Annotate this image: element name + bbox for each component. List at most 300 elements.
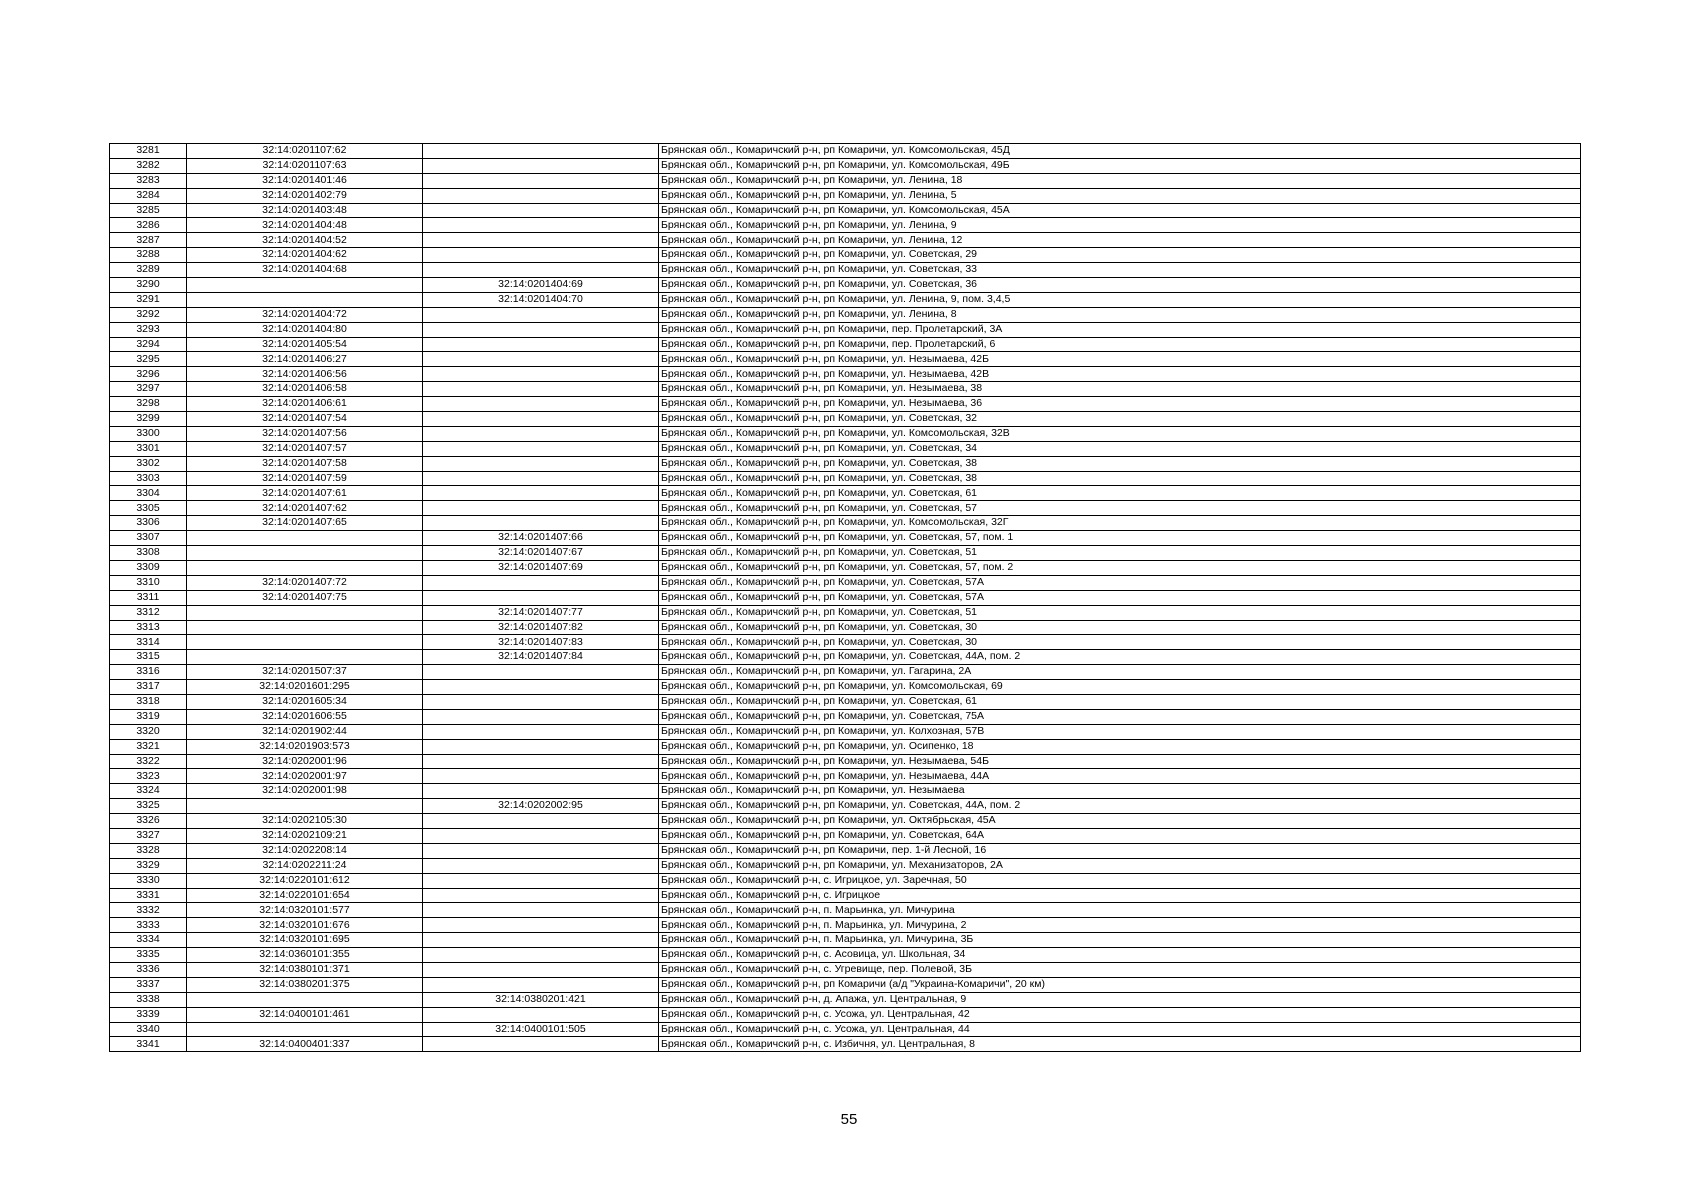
row-number-cell: 3313	[110, 620, 187, 635]
address-cell: Брянская обл., Комаричский р-н, рп Комаричи, ул. Советская, 44А, пом. 2	[659, 799, 1581, 814]
table-row	[110, 546, 1581, 561]
cadastral-number-cell: 32:14:0201402:79	[187, 188, 423, 203]
row-number-cell: 3298	[110, 397, 187, 412]
table-row	[110, 322, 1581, 337]
cadastral-number-cell: 32:14:0201407:75	[187, 590, 423, 605]
address-cell: Брянская обл., Комаричский р-н, рп Комаричи, ул. Комсомольская, 32Г	[659, 516, 1581, 531]
cadastral-number-alt-cell	[423, 918, 659, 933]
address-cell: Брянская обл., Комаричский р-н, рп Комаричи, ул. Советская, 57, пом. 1	[659, 531, 1581, 546]
cadastral-number-cell	[187, 1022, 423, 1037]
row-number-cell: 3324	[110, 784, 187, 799]
table-row	[110, 694, 1581, 709]
address-cell: Брянская обл., Комаричский р-н, с. Асовица, ул. Школьная, 34	[659, 948, 1581, 963]
cadastral-number-alt-cell	[423, 665, 659, 680]
row-number-cell: 3328	[110, 843, 187, 858]
table-row	[110, 397, 1581, 412]
address-cell: Брянская обл., Комаричский р-н, рп Комаричи, ул. Советская, 51	[659, 546, 1581, 561]
address-cell: Брянская обл., Комаричский р-н, рп Комаричи, ул. Советская, 61	[659, 694, 1581, 709]
cadastral-number-cell: 32:14:0202211:24	[187, 858, 423, 873]
cadastral-number-cell: 32:14:0201406:58	[187, 382, 423, 397]
cadastral-number-alt-cell	[423, 337, 659, 352]
table-row	[110, 590, 1581, 605]
cadastral-number-alt-cell	[423, 739, 659, 754]
table-row	[110, 426, 1581, 441]
row-number-cell: 3317	[110, 680, 187, 695]
row-number-cell: 3339	[110, 1007, 187, 1022]
address-cell: Брянская обл., Комаричский р-н, рп Комаричи, ул. Комсомольская, 45А	[659, 203, 1581, 218]
address-cell: Брянская обл., Комаричский р-н, рп Комаричи, ул. Советская, 36	[659, 278, 1581, 293]
page-number: 55	[840, 1111, 858, 1128]
cadastral-number-cell: 32:14:0201406:61	[187, 397, 423, 412]
table-row	[110, 814, 1581, 829]
address-cell: Брянская обл., Комаричский р-н, рп Комаричи, пер. Пролетарский, 6	[659, 337, 1581, 352]
address-cell: Брянская обл., Комаричский р-н, рп Комаричи, ул. Советская, 57, пом. 2	[659, 560, 1581, 575]
cadastral-number-cell: 32:14:0220101:612	[187, 873, 423, 888]
cadastral-number-alt-cell	[423, 858, 659, 873]
cadastral-number-alt-cell: 32:14:0201407:83	[423, 635, 659, 650]
cadastral-number-alt-cell	[423, 501, 659, 516]
cadastral-number-alt-cell: 32:14:0201407:77	[423, 605, 659, 620]
table-row	[110, 173, 1581, 188]
cadastral-number-cell: 32:14:0201404:52	[187, 233, 423, 248]
cadastral-number-alt-cell: 32:14:0201407:66	[423, 531, 659, 546]
cadastral-number-cell: 32:14:0201107:62	[187, 144, 423, 159]
address-cell: Брянская обл., Комаричский р-н, рп Комаричи, ул. Механизаторов, 2А	[659, 858, 1581, 873]
cadastral-number-cell	[187, 635, 423, 650]
row-number-cell: 3283	[110, 173, 187, 188]
row-number-cell: 3310	[110, 575, 187, 590]
row-number-cell: 3315	[110, 650, 187, 665]
cadastral-number-cell: 32:14:0201407:61	[187, 486, 423, 501]
cadastral-number-cell	[187, 292, 423, 307]
cadastral-number-alt-cell	[423, 307, 659, 322]
cadastral-number-cell: 32:14:0202001:96	[187, 754, 423, 769]
cadastral-number-cell: 32:14:0380101:371	[187, 962, 423, 977]
table-row	[110, 962, 1581, 977]
table-row	[110, 992, 1581, 1007]
cadastral-number-alt-cell	[423, 694, 659, 709]
cadastral-number-alt-cell	[423, 709, 659, 724]
address-cell: Брянская обл., Комаричский р-н, с. Усожа, ул. Центральная, 44	[659, 1022, 1581, 1037]
address-cell: Брянская обл., Комаричский р-н, рп Комаричи, ул. Колхозная, 57В	[659, 724, 1581, 739]
cadastral-number-alt-cell: 32:14:0201407:82	[423, 620, 659, 635]
address-cell: Брянская обл., Комаричский р-н, рп Комаричи (а/д "Украина-Комаричи", 20 км)	[659, 977, 1581, 992]
row-number-cell: 3309	[110, 560, 187, 575]
address-cell: Брянская обл., Комаричский р-н, рп Комаричи, ул. Советская, 57А	[659, 590, 1581, 605]
row-number-cell: 3330	[110, 873, 187, 888]
cadastral-number-alt-cell	[423, 903, 659, 918]
cadastral-number-cell: 32:14:0202001:97	[187, 769, 423, 784]
row-number-cell: 3285	[110, 203, 187, 218]
cadastral-number-alt-cell	[423, 412, 659, 427]
table-row	[110, 471, 1581, 486]
cadastral-number-alt-cell	[423, 784, 659, 799]
address-cell: Брянская обл., Комаричский р-н, рп Комаричи, ул. Ленина, 9	[659, 218, 1581, 233]
row-number-cell: 3318	[110, 694, 187, 709]
table-row	[110, 412, 1581, 427]
table-row	[110, 203, 1581, 218]
cadastral-number-cell: 32:14:0201903:573	[187, 739, 423, 754]
row-number-cell: 3301	[110, 441, 187, 456]
address-cell: Брянская обл., Комаричский р-н, п. Марьинка, ул. Мичурина, 2	[659, 918, 1581, 933]
cadastral-number-cell: 32:14:0201407:59	[187, 471, 423, 486]
row-number-cell: 3291	[110, 292, 187, 307]
table-row	[110, 367, 1581, 382]
row-number-cell: 3341	[110, 1037, 187, 1052]
address-cell: Брянская обл., Комаричский р-н, рп Комаричи, ул. Советская, 38	[659, 471, 1581, 486]
cadastral-number-cell: 32:14:0202208:14	[187, 843, 423, 858]
address-cell: Брянская обл., Комаричский р-н, рп Комаричи, ул. Советская, 61	[659, 486, 1581, 501]
address-cell: Брянская обл., Комаричский р-н, рп Комаричи, ул. Советская, 51	[659, 605, 1581, 620]
address-cell: Брянская обл., Комаричский р-н, рп Комаричи, ул. Ленина, 9, пом. 3,4,5	[659, 292, 1581, 307]
row-number-cell: 3300	[110, 426, 187, 441]
address-cell: Брянская обл., Комаричский р-н, п. Марьинка, ул. Мичурина, 3Б	[659, 933, 1581, 948]
table-row	[110, 278, 1581, 293]
table-row	[110, 918, 1581, 933]
cadastral-number-alt-cell: 32:14:0201404:70	[423, 292, 659, 307]
row-number-cell: 3322	[110, 754, 187, 769]
cadastral-number-alt-cell	[423, 977, 659, 992]
cadastral-number-alt-cell	[423, 888, 659, 903]
cadastral-number-alt-cell	[423, 441, 659, 456]
row-number-cell: 3288	[110, 248, 187, 263]
cadastral-number-alt-cell	[423, 948, 659, 963]
table-row	[110, 724, 1581, 739]
cadastral-number-cell: 32:14:0320101:676	[187, 918, 423, 933]
address-cell: Брянская обл., Комаричский р-н, рп Комаричи, пер. 1-й Лесной, 16	[659, 843, 1581, 858]
address-cell: Брянская обл., Комаричский р-н, рп Комаричи, ул. Советская, 34	[659, 441, 1581, 456]
cadastral-number-cell	[187, 278, 423, 293]
cadastral-number-cell: 32:14:0201406:56	[187, 367, 423, 382]
table-row	[110, 620, 1581, 635]
row-number-cell: 3299	[110, 412, 187, 427]
cadastral-number-alt-cell: 32:14:0380201:421	[423, 992, 659, 1007]
cadastral-number-cell	[187, 992, 423, 1007]
row-number-cell: 3332	[110, 903, 187, 918]
row-number-cell: 3302	[110, 456, 187, 471]
address-cell: Брянская обл., Комаричский р-н, рп Комаричи, ул. Советская, 64А	[659, 828, 1581, 843]
cadastral-number-cell	[187, 531, 423, 546]
row-number-cell: 3323	[110, 769, 187, 784]
address-cell: Брянская обл., Комаричский р-н, рп Комаричи, ул. Незымаева, 42Б	[659, 352, 1581, 367]
table-row	[110, 769, 1581, 784]
table-row	[110, 799, 1581, 814]
address-cell: Брянская обл., Комаричский р-н, рп Комаричи, ул. Осипенко, 18	[659, 739, 1581, 754]
cadastral-number-cell	[187, 799, 423, 814]
row-number-cell: 3306	[110, 516, 187, 531]
cadastral-number-cell: 32:14:0201404:48	[187, 218, 423, 233]
table-row	[110, 516, 1581, 531]
cadastral-number-cell: 32:14:0202109:21	[187, 828, 423, 843]
cadastral-number-alt-cell	[423, 680, 659, 695]
address-cell: Брянская обл., Комаричский р-н, рп Комаричи, ул. Октябрьская, 45А	[659, 814, 1581, 829]
address-cell: Брянская обл., Комаричский р-н, рп Комаричи, ул. Советская, 30	[659, 635, 1581, 650]
address-cell: Брянская обл., Комаричский р-н, с. Усожа, ул. Центральная, 42	[659, 1007, 1581, 1022]
cadastral-number-cell: 32:14:0201405:54	[187, 337, 423, 352]
address-cell: Брянская обл., Комаричский р-н, рп Комаричи, ул. Комсомольская, 45Д	[659, 144, 1581, 159]
address-cell: Брянская обл., Комаричский р-н, рп Комаричи, ул. Советская, 29	[659, 248, 1581, 263]
table-row	[110, 382, 1581, 397]
address-cell: Брянская обл., Комаричский р-н, рп Комаричи, ул. Незымаева, 42В	[659, 367, 1581, 382]
cadastral-number-alt-cell	[423, 1037, 659, 1052]
table-row	[110, 888, 1581, 903]
table-row	[110, 352, 1581, 367]
registry-table-body	[110, 144, 1581, 1052]
row-number-cell: 3331	[110, 888, 187, 903]
row-number-cell: 3286	[110, 218, 187, 233]
cadastral-number-cell: 32:14:0201401:46	[187, 173, 423, 188]
cadastral-number-alt-cell	[423, 516, 659, 531]
row-number-cell: 3295	[110, 352, 187, 367]
row-number-cell: 3337	[110, 977, 187, 992]
table-row	[110, 903, 1581, 918]
table-row	[110, 441, 1581, 456]
table-row	[110, 784, 1581, 799]
table-row	[110, 575, 1581, 590]
row-number-cell: 3305	[110, 501, 187, 516]
cadastral-number-alt-cell	[423, 233, 659, 248]
table-row	[110, 1007, 1581, 1022]
cadastral-number-alt-cell	[423, 590, 659, 605]
address-cell: Брянская обл., Комаричский р-н, рп Комаричи, ул. Ленина, 8	[659, 307, 1581, 322]
cadastral-number-alt-cell	[423, 248, 659, 263]
row-number-cell: 3312	[110, 605, 187, 620]
cadastral-number-cell	[187, 650, 423, 665]
cadastral-number-alt-cell	[423, 933, 659, 948]
address-cell: Брянская обл., Комаричский р-н, рп Комаричи, ул. Комсомольская, 32В	[659, 426, 1581, 441]
cadastral-number-cell: 32:14:0201403:48	[187, 203, 423, 218]
address-cell: Брянская обл., Комаричский р-н, рп Комаричи, ул. Советская, 57А	[659, 575, 1581, 590]
cadastral-number-alt-cell	[423, 397, 659, 412]
row-number-cell: 3290	[110, 278, 187, 293]
cadastral-number-cell: 32:14:0400401:337	[187, 1037, 423, 1052]
cadastral-number-alt-cell: 32:14:0201407:69	[423, 560, 659, 575]
address-cell: Брянская обл., Комаричский р-н, рп Комаричи, пер. Пролетарский, 3А	[659, 322, 1581, 337]
cadastral-number-cell: 32:14:0201404:80	[187, 322, 423, 337]
cadastral-number-cell: 32:14:0380201:375	[187, 977, 423, 992]
table-row	[110, 486, 1581, 501]
row-number-cell: 3287	[110, 233, 187, 248]
address-cell: Брянская обл., Комаричский р-н, рп Комаричи, ул. Советская, 75А	[659, 709, 1581, 724]
cadastral-number-cell: 32:14:0202001:98	[187, 784, 423, 799]
table-row	[110, 873, 1581, 888]
row-number-cell: 3340	[110, 1022, 187, 1037]
address-cell: Брянская обл., Комаричский р-н, рп Комаричи, ул. Комсомольская, 49Б	[659, 158, 1581, 173]
table-row	[110, 933, 1581, 948]
row-number-cell: 3333	[110, 918, 187, 933]
cadastral-number-alt-cell	[423, 426, 659, 441]
address-cell: Брянская обл., Комаричский р-н, рп Комаричи, ул. Незымаева, 54Б	[659, 754, 1581, 769]
address-cell: Брянская обл., Комаричский р-н, рп Комаричи, ул. Советская, 57	[659, 501, 1581, 516]
address-cell: Брянская обл., Комаричский р-н, рп Комаричи, ул. Гагарина, 2А	[659, 665, 1581, 680]
cadastral-number-alt-cell	[423, 814, 659, 829]
cadastral-number-alt-cell	[423, 456, 659, 471]
table-row	[110, 158, 1581, 173]
cadastral-number-cell: 32:14:0201407:72	[187, 575, 423, 590]
row-number-cell: 3294	[110, 337, 187, 352]
address-cell: Брянская обл., Комаричский р-н, рп Комаричи, ул. Советская, 38	[659, 456, 1581, 471]
row-number-cell: 3308	[110, 546, 187, 561]
address-cell: Брянская обл., Комаричский р-н, п. Марьинка, ул. Мичурина	[659, 903, 1581, 918]
cadastral-number-cell	[187, 620, 423, 635]
row-number-cell: 3303	[110, 471, 187, 486]
cadastral-number-cell: 32:14:0201406:27	[187, 352, 423, 367]
cadastral-number-alt-cell	[423, 754, 659, 769]
cadastral-number-cell: 32:14:0400101:461	[187, 1007, 423, 1022]
table-row	[110, 948, 1581, 963]
address-cell: Брянская обл., Комаричский р-н, с. Игрицкое	[659, 888, 1581, 903]
address-cell: Брянская обл., Комаричский р-н, рп Комаричи, ул. Советская, 33	[659, 263, 1581, 278]
row-number-cell: 3316	[110, 665, 187, 680]
cadastral-number-alt-cell	[423, 843, 659, 858]
table-row	[110, 233, 1581, 248]
cadastral-number-cell: 32:14:0201407:58	[187, 456, 423, 471]
cadastral-number-alt-cell	[423, 382, 659, 397]
row-number-cell: 3281	[110, 144, 187, 159]
table-row	[110, 977, 1581, 992]
table-row	[110, 144, 1581, 159]
cadastral-number-alt-cell	[423, 322, 659, 337]
row-number-cell: 3326	[110, 814, 187, 829]
cadastral-number-alt-cell	[423, 158, 659, 173]
address-cell: Брянская обл., Комаричский р-н, рп Комаричи, ул. Незымаева, 38	[659, 382, 1581, 397]
table-row	[110, 1037, 1581, 1052]
cadastral-number-cell: 32:14:0220101:654	[187, 888, 423, 903]
table-row	[110, 248, 1581, 263]
table-row	[110, 858, 1581, 873]
row-number-cell: 3321	[110, 739, 187, 754]
cadastral-number-alt-cell	[423, 144, 659, 159]
cadastral-number-cell: 32:14:0201606:55	[187, 709, 423, 724]
cadastral-number-alt-cell	[423, 873, 659, 888]
table-row	[110, 680, 1581, 695]
cadastral-number-cell: 32:14:0201404:68	[187, 263, 423, 278]
table-row	[110, 709, 1581, 724]
cadastral-number-alt-cell	[423, 188, 659, 203]
cadastral-number-cell	[187, 560, 423, 575]
address-cell: Брянская обл., Комаричский р-н, рп Комаричи, ул. Ленина, 5	[659, 188, 1581, 203]
cadastral-number-cell	[187, 605, 423, 620]
table-row	[110, 337, 1581, 352]
address-cell: Брянская обл., Комаричский р-н, рп Комаричи, ул. Незымаева, 36	[659, 397, 1581, 412]
cadastral-number-cell: 32:14:0201407:56	[187, 426, 423, 441]
table-row	[110, 456, 1581, 471]
row-number-cell: 3282	[110, 158, 187, 173]
cadastral-number-alt-cell	[423, 203, 659, 218]
cadastral-number-cell: 32:14:0201601:295	[187, 680, 423, 695]
table-row	[110, 843, 1581, 858]
cadastral-number-alt-cell	[423, 352, 659, 367]
cadastral-number-alt-cell	[423, 471, 659, 486]
address-cell: Брянская обл., Комаричский р-н, с. Избичня, ул. Центральная, 8	[659, 1037, 1581, 1052]
table-row	[110, 218, 1581, 233]
table-row	[110, 263, 1581, 278]
row-number-cell: 3292	[110, 307, 187, 322]
table-row	[110, 828, 1581, 843]
table-row	[110, 635, 1581, 650]
table-row	[110, 754, 1581, 769]
cadastral-number-cell: 32:14:0201507:37	[187, 665, 423, 680]
cadastral-number-alt-cell	[423, 724, 659, 739]
cadastral-number-alt-cell	[423, 575, 659, 590]
row-number-cell: 3327	[110, 828, 187, 843]
row-number-cell: 3304	[110, 486, 187, 501]
cadastral-number-cell: 32:14:0201407:57	[187, 441, 423, 456]
cadastral-number-cell: 32:14:0201605:34	[187, 694, 423, 709]
address-cell: Брянская обл., Комаричский р-н, с. Игрицкое, ул. Заречная, 50	[659, 873, 1581, 888]
row-number-cell: 3325	[110, 799, 187, 814]
row-number-cell: 3320	[110, 724, 187, 739]
row-number-cell: 3293	[110, 322, 187, 337]
cadastral-number-alt-cell	[423, 218, 659, 233]
cadastral-number-alt-cell: 32:14:0202002:95	[423, 799, 659, 814]
row-number-cell: 3338	[110, 992, 187, 1007]
row-number-cell: 3296	[110, 367, 187, 382]
cadastral-number-alt-cell: 32:14:0400101:505	[423, 1022, 659, 1037]
cadastral-number-alt-cell	[423, 263, 659, 278]
cadastral-number-alt-cell	[423, 769, 659, 784]
cadastral-number-cell: 32:14:0201407:65	[187, 516, 423, 531]
row-number-cell: 3289	[110, 263, 187, 278]
row-number-cell: 3314	[110, 635, 187, 650]
table-row	[110, 605, 1581, 620]
address-cell: Брянская обл., Комаричский р-н, рп Комаричи, ул. Советская, 30	[659, 620, 1581, 635]
table-row	[110, 292, 1581, 307]
table-row	[110, 665, 1581, 680]
cadastral-number-alt-cell: 32:14:0201407:84	[423, 650, 659, 665]
cadastral-number-alt-cell	[423, 828, 659, 843]
table-row	[110, 188, 1581, 203]
row-number-cell: 3307	[110, 531, 187, 546]
cadastral-number-cell: 32:14:0201107:63	[187, 158, 423, 173]
table-row	[110, 739, 1581, 754]
address-cell: Брянская обл., Комаричский р-н, рп Комаричи, ул. Советская, 32	[659, 412, 1581, 427]
table-row	[110, 560, 1581, 575]
cadastral-number-alt-cell	[423, 486, 659, 501]
cadastral-number-cell: 32:14:0320101:577	[187, 903, 423, 918]
cadastral-number-alt-cell	[423, 962, 659, 977]
row-number-cell: 3329	[110, 858, 187, 873]
cadastral-number-alt-cell	[423, 173, 659, 188]
cadastral-number-alt-cell	[423, 367, 659, 382]
address-cell: Брянская обл., Комаричский р-н, рп Комаричи, ул. Ленина, 18	[659, 173, 1581, 188]
cadastral-number-cell: 32:14:0202105:30	[187, 814, 423, 829]
cadastral-number-cell: 32:14:0201407:54	[187, 412, 423, 427]
cadastral-number-cell: 32:14:0360101:355	[187, 948, 423, 963]
cadastral-number-cell: 32:14:0201404:72	[187, 307, 423, 322]
table-row	[110, 307, 1581, 322]
row-number-cell: 3334	[110, 933, 187, 948]
cadastral-number-alt-cell	[423, 1007, 659, 1022]
address-cell: Брянская обл., Комаричский р-н, рп Комаричи, ул. Советская, 44А, пом. 2	[659, 650, 1581, 665]
cadastral-number-cell	[187, 546, 423, 561]
address-cell: Брянская обл., Комаричский р-н, д. Апажа, ул. Центральная, 9	[659, 992, 1581, 1007]
cadastral-number-cell: 32:14:0201902:44	[187, 724, 423, 739]
address-cell: Брянская обл., Комаричский р-н, с. Угревище, пер. Полевой, 3Б	[659, 962, 1581, 977]
row-number-cell: 3311	[110, 590, 187, 605]
row-number-cell: 3335	[110, 948, 187, 963]
cadastral-number-alt-cell: 32:14:0201407:67	[423, 546, 659, 561]
cadastral-number-cell: 32:14:0201407:62	[187, 501, 423, 516]
cadastral-number-alt-cell: 32:14:0201404:69	[423, 278, 659, 293]
row-number-cell: 3319	[110, 709, 187, 724]
table-row	[110, 531, 1581, 546]
table-row	[110, 501, 1581, 516]
address-cell: Брянская обл., Комаричский р-н, рп Комаричи, ул. Незымаева	[659, 784, 1581, 799]
row-number-cell: 3284	[110, 188, 187, 203]
cadastral-number-cell: 32:14:0320101:695	[187, 933, 423, 948]
cadastral-number-cell: 32:14:0201404:62	[187, 248, 423, 263]
